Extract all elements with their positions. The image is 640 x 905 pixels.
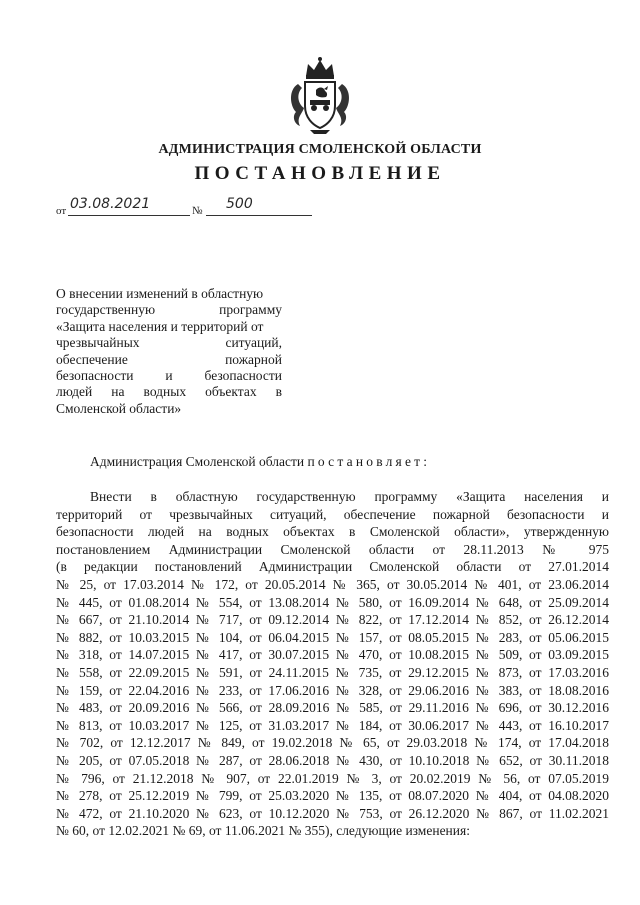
number-underline: [206, 215, 312, 216]
body-line: постановлением Администрации Смоленской области от 28.11.2013 № 975: [56, 541, 609, 557]
document-type-title: ПОСТАНОВЛЕНИЕ: [194, 163, 446, 184]
number-prefix-label: №: [192, 205, 203, 217]
body-line: № 796, от 21.12.2018 № 907, от 22.01.2019 № 3, от 20.02.2019 № 56, от 07.05.2019: [56, 770, 609, 786]
body-line: № 882, от 10.03.2015 № 104, от 06.04.2015 № 157, от 08.05.2015 № 283, от 05.06.2015: [56, 629, 609, 645]
date-prefix-label: от: [56, 205, 67, 217]
subject-line: обеспечение пожарной: [56, 351, 282, 367]
organization-name: АДМИНИСТРАЦИЯ СМОЛЕНСКОЙ ОБЛАСТИ: [158, 142, 482, 157]
date-underline: [68, 215, 190, 216]
body-line: Внести в областную государственную программу «Защита населения и: [90, 489, 609, 504]
document-date: 03.08.2021: [70, 196, 151, 212]
subject-line: людей на водных объектах в: [56, 384, 282, 400]
body-line: № 60, от 12.02.2021 № 69, от 11.06.2021 № 355), следующие изменения:: [56, 823, 470, 839]
document-subject: [56, 286, 282, 417]
body-line: территорий от чрезвычайных ситуаций, обеспечение пожарной безопасности и: [56, 506, 609, 522]
subject-line: государственную программу: [56, 302, 282, 318]
body-line: № 25, от 17.03.2014 № 172, от 20.05.2014 № 365, от 30.05.2014 № 401, от 23.06.2014: [56, 576, 609, 592]
subject-line: безопасности и безопасности: [56, 368, 282, 384]
body-line: № 318, от 14.07.2015 № 417, от 30.07.2015 № 470, от 10.08.2015 № 509, от 03.09.2015: [56, 647, 609, 663]
body-line: № 813, от 10.03.2017 № 125, от 31.03.2017 № 184, от 30.06.2017 № 443, от 16.10.2017: [56, 717, 609, 733]
body-line: (в редакции постановлений Администрации Смоленской области от 27.01.2014: [56, 559, 609, 575]
body-line: № 278, от 25.12.2019 № 799, от 25.03.2020 № 135, от 08.07.2020 № 404, от 04.08.2020: [56, 788, 609, 804]
decree-body: [56, 488, 609, 840]
subject-line: «Защита населения и территорий от: [56, 318, 264, 334]
preamble-verb: постановляет:: [307, 454, 431, 469]
subject-line: чрезвычайных ситуаций,: [56, 335, 282, 351]
body-line: № 159, от 22.04.2016 № 233, от 17.06.2016 № 328, от 29.06.2016 № 383, от 18.08.2016: [56, 682, 609, 698]
body-line: безопасности людей на водных объектах в Смоленской области», утвержденную: [56, 524, 609, 540]
body-line: № 483, от 20.09.2016 № 566, от 28.09.2016 № 585, от 29.11.2016 № 696, от 30.12.2016: [56, 700, 609, 716]
body-line: № 667, от 21.10.2014 № 717, от 09.12.2014 № 822, от 17.12.2014 № 852, от 26.12.2014: [56, 612, 609, 628]
subject-line: Смоленской области»: [56, 400, 182, 416]
subject-line: О внесении изменений в областную: [56, 286, 264, 301]
document-number: 500: [226, 196, 253, 212]
body-line: № 558, от 22.09.2015 № 591, от 24.11.2015 № 735, от 29.12.2015 № 873, от 17.03.2016: [56, 664, 609, 680]
body-line: № 445, от 01.08.2014 № 554, от 13.08.2014 № 580, от 16.09.2014 № 648, от 25.09.2014: [56, 594, 609, 610]
preamble: [90, 454, 430, 470]
body-line: № 702, от 12.12.2017 № 849, от 19.02.2018 № 65, от 29.03.2018 № 174, от 17.04.2018: [56, 735, 609, 751]
body-line: № 205, от 07.05.2018 № 287, от 28.06.2018 № 430, от 10.10.2018 № 652, от 30.11.2018: [56, 752, 609, 768]
preamble-text: Администрация Смоленской области: [90, 454, 305, 469]
coat-of-arms-icon: [286, 54, 354, 134]
body-line: № 472, от 21.10.2020 № 623, от 10.12.2020 № 753, от 26.12.2020 № 867, от 11.02.2021: [56, 805, 609, 821]
